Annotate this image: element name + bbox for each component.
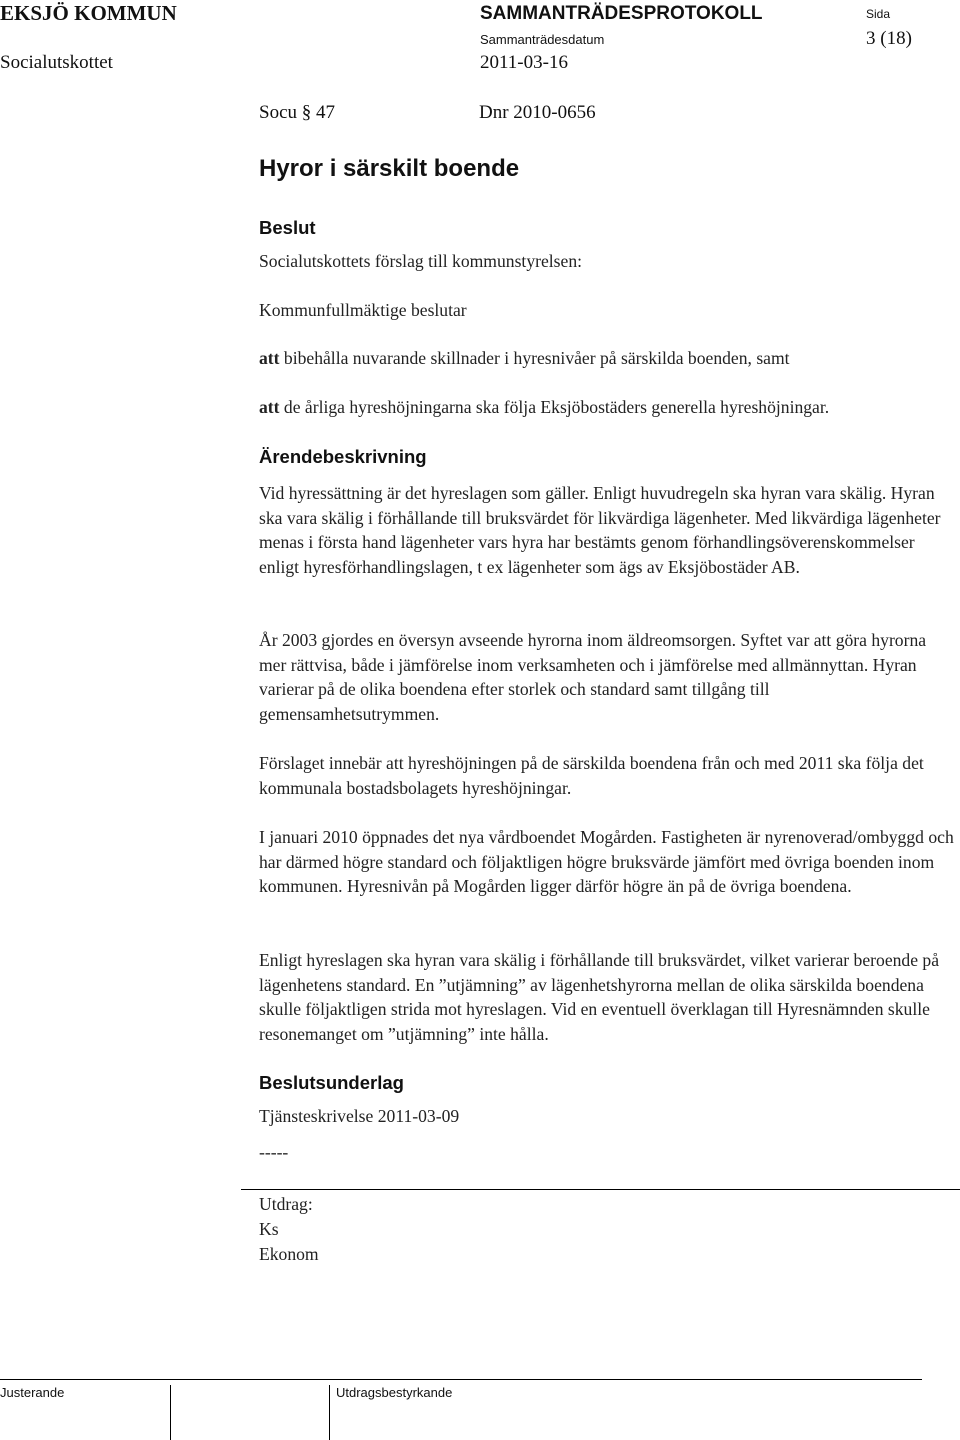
date-label: Sammanträdesdatum xyxy=(480,32,605,47)
underlag-document: Tjänsteskrivelse 2011-03-09 xyxy=(259,1106,460,1126)
page-number: 3 (18) xyxy=(866,28,912,49)
arende-paragraph-1: Vid hyressättning är det hyreslagen som gäller. Enligt huvudregeln ska hyran vara skälig. Hyran ska vara skälig i förhållande till bruksvärdet för likvärdiga lägenheter. Med likvärdiga lägenheter menas i första hand lägenheter vars hyra har bestämts genom förhandlingsöverenskommelser enligt hyresförhandlingslagen, t ex lägenheter som ägs av Eksjöbostäder AB. xyxy=(259,483,941,577)
section-number: Socu § 47 xyxy=(259,102,335,123)
arende-paragraph-5: Enligt hyreslagen ska hyran vara skälig i förhållande till bruksvärdet, vilket varierar beroende på lägenhetens standard. En ”utjämning” av lägenhetshyrorna mellan de olika särskilda boendena skulle följaktligen strida mot hyreslagen. Vid en eventuell överklagan till Hyresnämnden skulle resonemanget om ”utjämning” inte hålla. xyxy=(259,950,940,1044)
decision-item xyxy=(259,397,829,418)
arende-paragraph-4: I januari 2010 öppnades det nya vårdboendet Mogården. Fastigheten är nyrenoverad/ombyggd och har därmed högre standard och följaktligen högre bruksvärde jämfört med övriga boenden inom kommunen. Hyresnivån på Mogården ligger därför högre än på de övriga boendena. xyxy=(259,827,954,897)
att-keyword: att xyxy=(259,397,280,417)
arende-paragraph-2: År 2003 gjordes en översyn avseende hyrorna inom äldreomsorgen. Syftet var att göra hyrorna mer rättvisa, både i jämförelse inom verksamheten och i jämförelse med allmännyttan. Hyran varierar på de olika boendena efter storlek och standard samt tillgång till gemensamhetsutrymmen. xyxy=(259,630,927,724)
organization-name: EKSJÖ KOMMUN xyxy=(0,1,177,25)
decision-item xyxy=(259,348,790,369)
horizontal-rule xyxy=(241,1189,960,1190)
decision-text: bibehålla nuvarande skillnader i hyresnivåer på särskilda boenden, samt xyxy=(279,348,790,368)
utdragsbestyrkande-label: Utdragsbestyrkande xyxy=(336,1385,453,1400)
beslut-heading: Beslut xyxy=(259,217,316,238)
signature-divider xyxy=(170,1385,171,1440)
signature-divider xyxy=(329,1385,330,1440)
arende-paragraph-3: Förslaget innebär att hyreshöjningen på de särskilda boendena från och med 2011 ska följa det kommunala bostadsbolagets hyreshöjningar. xyxy=(259,753,924,798)
footer-rule xyxy=(0,1379,922,1380)
separator: ----- xyxy=(259,1142,289,1162)
page-label: Sida xyxy=(866,7,891,21)
page-title: Hyror i särskilt boende xyxy=(259,155,520,182)
recipient: Ks xyxy=(259,1219,279,1239)
decision-text: de årliga hyreshöjningarna ska följa Eksjöbostäders generella hyreshöjningar. xyxy=(279,397,830,417)
registration-number: Dnr 2010-0656 xyxy=(479,102,596,123)
justerande-label: Justerande xyxy=(0,1385,65,1400)
utdrag-label: Utdrag: xyxy=(259,1194,313,1214)
beslut-intro: Socialutskottets förslag till kommunstyrelsen: xyxy=(259,251,583,271)
meeting-date: 2011-03-16 xyxy=(480,52,568,73)
department-name: Socialutskottet xyxy=(0,52,113,73)
beslut-decider: Kommunfullmäktige beslutar xyxy=(259,300,467,320)
arende-heading: Ärendebeskrivning xyxy=(259,446,427,467)
underlag-heading: Beslutsunderlag xyxy=(259,1072,404,1093)
document-type: SAMMANTRÄDESPROTOKOLL xyxy=(480,3,763,24)
recipient: Ekonom xyxy=(259,1244,319,1264)
att-keyword: att xyxy=(259,348,280,368)
